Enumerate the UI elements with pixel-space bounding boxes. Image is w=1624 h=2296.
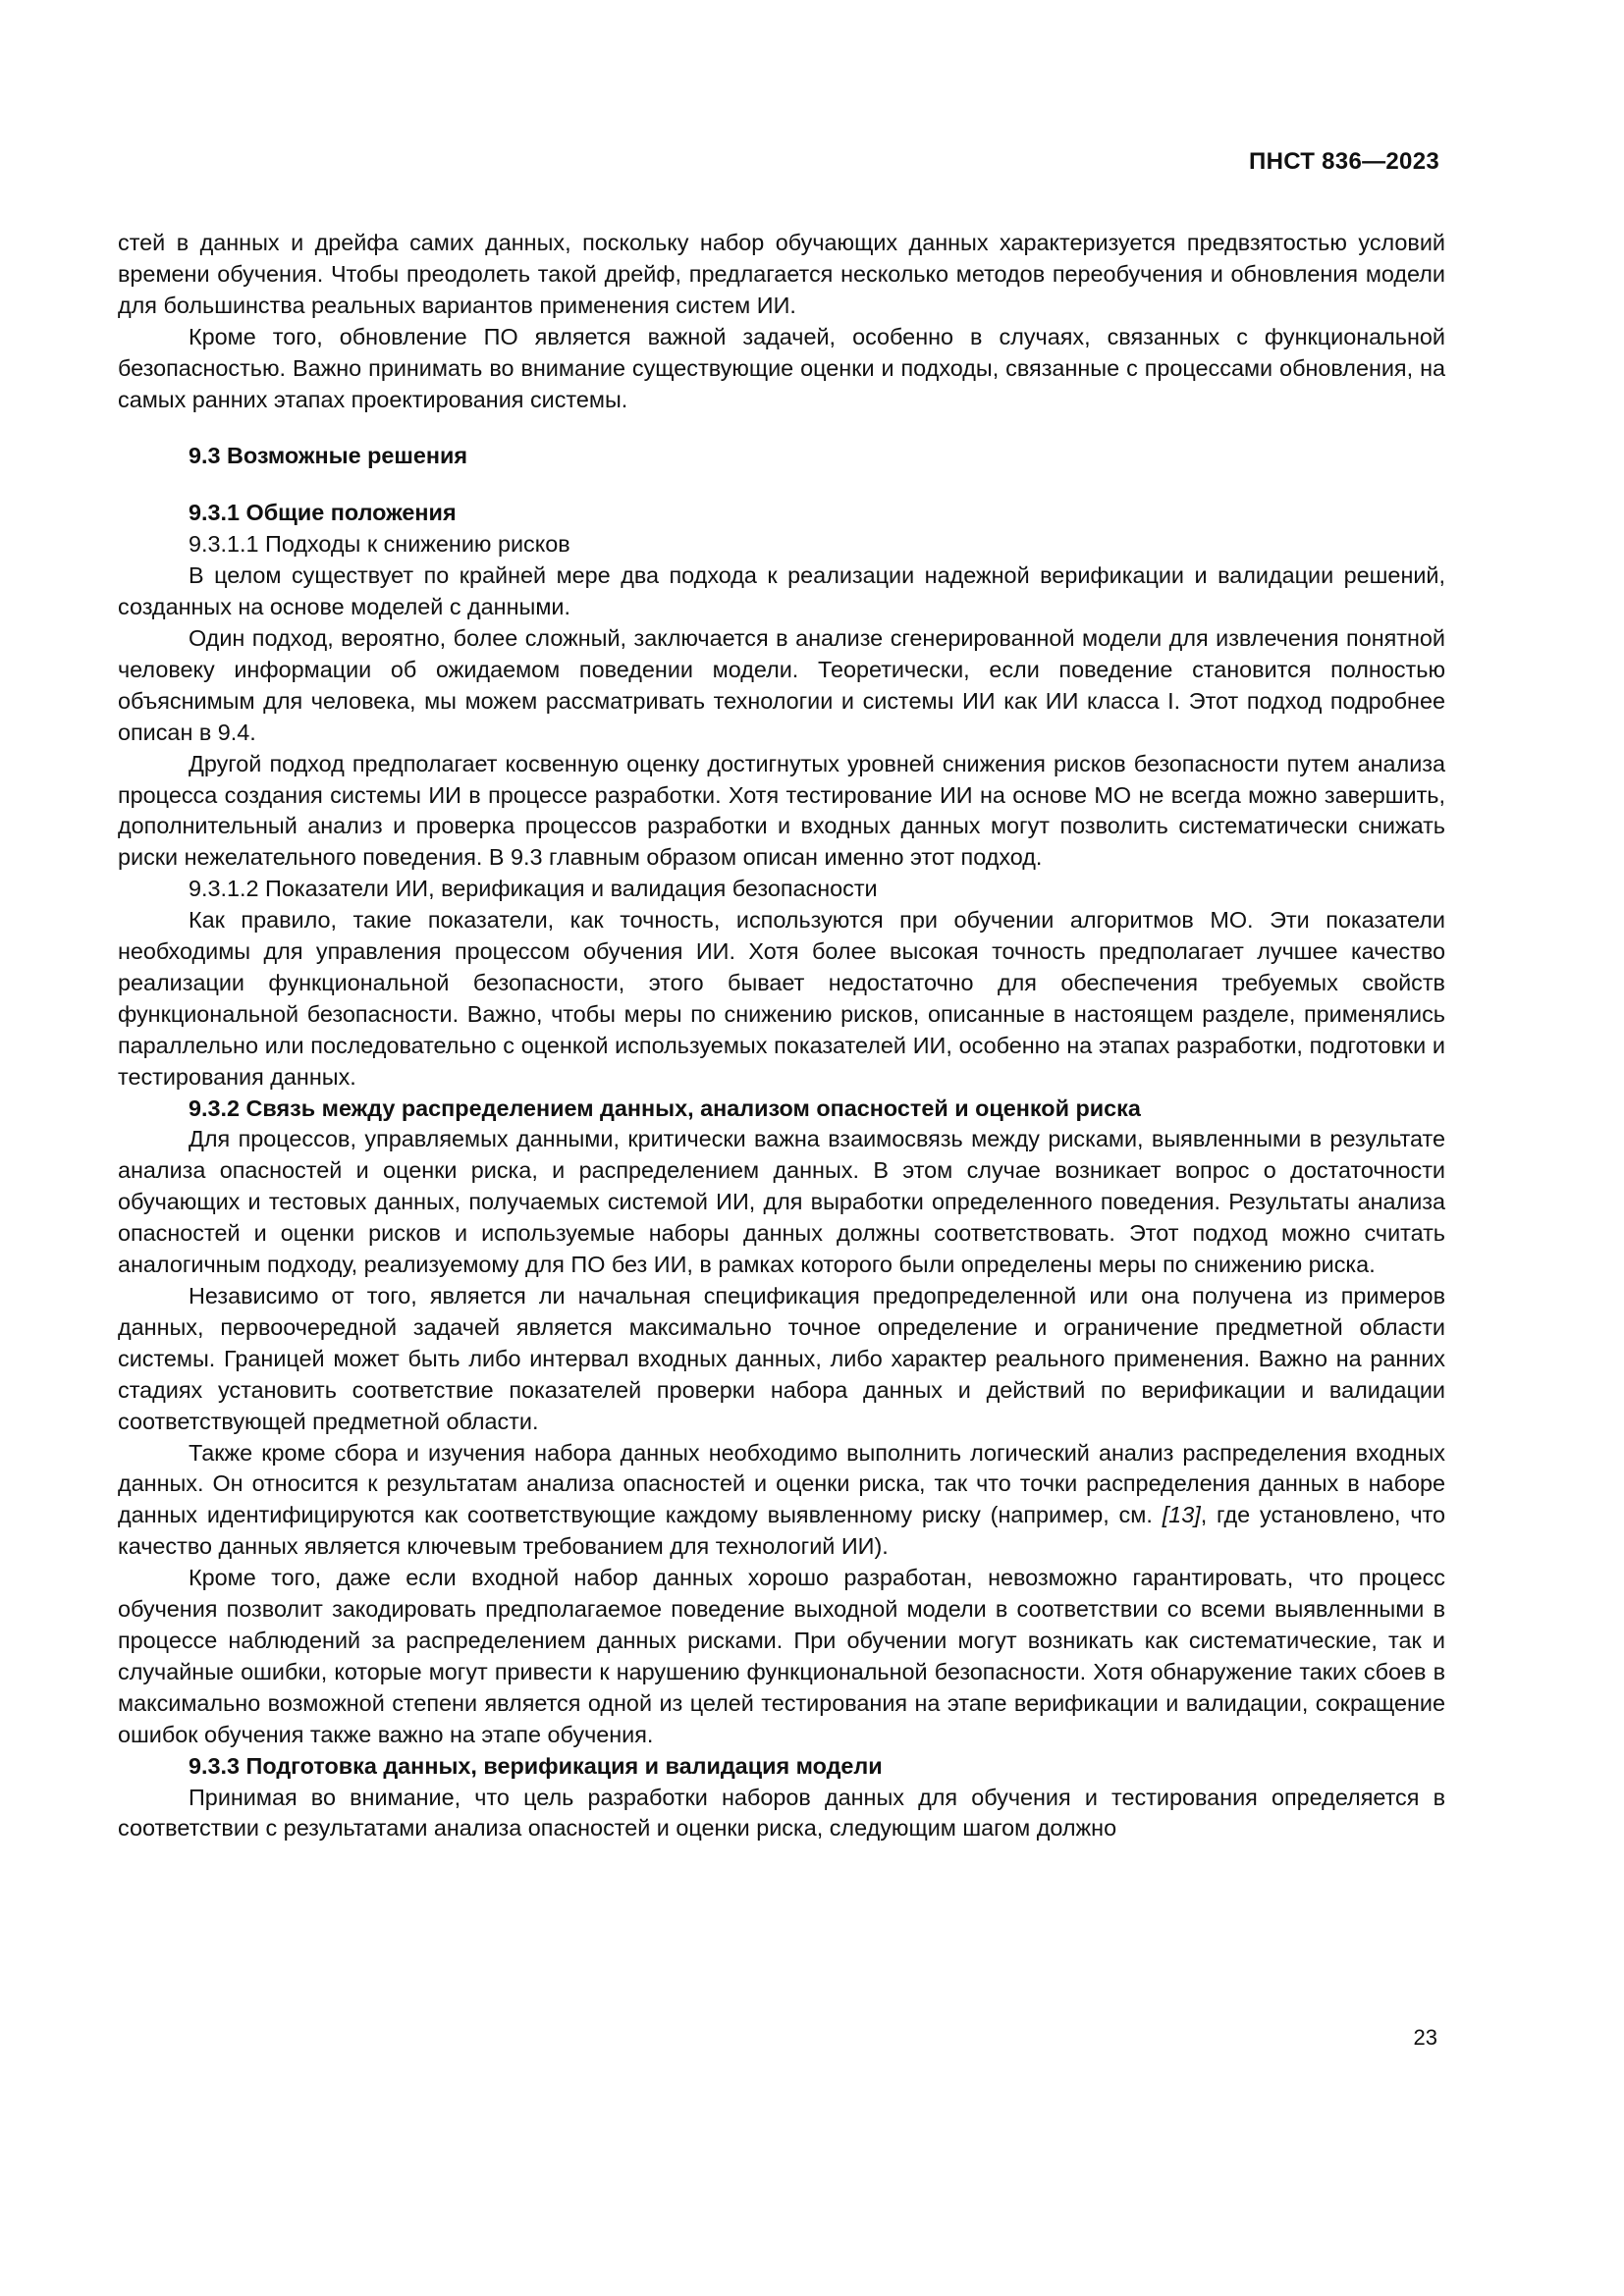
paragraph: В целом существует по крайней мере два подхода к реализации надежной верификации и валидации решений, созданных на основе моделей с данными. bbox=[118, 562, 1445, 620]
paragraph: Для процессов, управляемых данными, критически важна взаимосвязь между рисками, выявленными в результате анализа опасностей и оценки риска, и распределением данных. В этом случае возникает вопрос о достаточности обучающих и тестовых данных, получаемых системой ИИ, для выработки определенного поведения. Результаты анализа опасностей и оценки рисков и используемые наборы данных должны соответствовать. Этот подход можно считать аналогичным подходу, реализуемому для ПО без ИИ, в рамках которого были определены меры по снижению риска. bbox=[118, 1126, 1445, 1278]
paragraph: Кроме того, обновление ПО является важной задачей, особенно в случаях, связанных с функциональной безопасностью. Важно принимать во внимание существующие оценки и подходы, связанные с процессами обновления, на самых ранних этапах проектирования системы. bbox=[118, 323, 1445, 412]
subsection-heading-9-3-1-2: 9.3.1.2 Показатели ИИ, верификация и валидация безопасности bbox=[189, 876, 878, 902]
section-heading-9-3-1: 9.3.1 Общие положения bbox=[189, 500, 457, 526]
paragraph: Принимая во внимание, что цель разработки наборов данных для обучения и тестирования определяется в соответствии с результатами анализа опасностей и оценки риска, следующим шагом должно bbox=[118, 1784, 1445, 1842]
reference-link: [13] bbox=[1162, 1502, 1201, 1528]
paragraph-text: , где установлено, что качество данных является ключевым требованием для технологий ИИ). bbox=[118, 1502, 1446, 1560]
page-body bbox=[118, 228, 1445, 1844]
page-number: 23 bbox=[1413, 2025, 1437, 2050]
paragraph: Другой подход предполагает косвенную оценку достигнутых уровней снижения рисков безопасности путем анализа процесса создания системы ИИ в процессе разработки. Хотя тестирование ИИ на основе МО не всегда можно завершить, дополнительный анализ и проверка процессов разработки и входных данных могут позволить систематически снижать риски нежелательного поведения. В 9.3 главным образом описан именно этот подход. bbox=[118, 750, 1445, 871]
paragraph: Кроме того, даже если входной набор данных хорошо разработан, невозможно гарантировать, что процесс обучения позволит закодировать предполагаемое поведение выходной модели в соответствии со всеми выявленными в процессе наблюдений за распределением данных рисками. При обучении могут возникать как систематические, так и случайные ошибки, которые могут привести к нарушению функциональной безопасности. Хотя обнаружение таких сбоев в максимально возможной степени является одной из целей тестирования на этапе верификации и валидации, сокращение ошибок обучения также важно на этапе обучения. bbox=[118, 1565, 1445, 1747]
document-code: ПНСТ 836—2023 bbox=[1249, 148, 1439, 175]
section-heading-9-3: 9.3 Возможные решения bbox=[189, 443, 468, 469]
paragraph bbox=[118, 1438, 1445, 1564]
paragraph: стей в данных и дрейфа самих данных, поскольку набор обучающих данных характеризуется предвзятостью условий времени обучения. Чтобы преодолеть такой дрейф, предлагается несколько методов переобучения и обновления модели для большинства реальных вариантов применения систем ИИ. bbox=[118, 230, 1445, 318]
paragraph: Независимо от того, является ли начальная спецификация предопределенной или она получена из примеров данных, первоочередной задачей является максимально точное определение и ограничение предметной области системы. Границей может быть либо интервал входных данных, либо характер реального применения. Важно на ранних стадиях установить соответствие показателей проверки набора данных и действий по верификации и валидации соответствующей предметной области. bbox=[118, 1283, 1445, 1434]
paragraph: Один подход, вероятно, более сложный, заключается в анализе сгенерированной модели для извлечения понятной человеку информации об ожидаемом поведении модели. Теоретически, если поведение становится полностью объяснимым для человека, мы можем рассматривать технологии и системы ИИ как ИИ класса I. Этот подход подробнее описан в 9.4. bbox=[118, 624, 1445, 745]
paragraph-text: Также кроме сбора и изучения набора данных необходимо выполнить логический анализ распределения входных данных. Он относится к результатам анализа опасностей и оценки риска, так что точки распределения данных в наборе данных идентифицируются как соответствующие каждому выявленному риску (например, см. bbox=[118, 1439, 1445, 1528]
section-heading-9-3-3: 9.3.3 Подготовка данных, верификация и валидация модели bbox=[189, 1752, 883, 1779]
subsection-heading-9-3-1-1: 9.3.1.1 Подходы к снижению рисков bbox=[189, 531, 570, 558]
paragraph: Как правило, такие показатели, как точность, используются при обучении алгоритмов МО. Эти показатели необходимы для управления процессом обучения ИИ. Хотя более высокая точность предполагает лучшее качество реализации функциональной безопасности, этого бывает недостаточно для обеспечения требуемых свойств функциональной безопасности. Важно, чтобы меры по снижению рисков, описанные в настоящем разделе, применялись параллельно или последовательно с оценкой используемых показателей ИИ, особенно на этапах разработки, подготовки и тестирования данных. bbox=[118, 907, 1445, 1090]
section-heading-9-3-2: 9.3.2 Связь между распределением данных, анализом опасностей и оценкой риска bbox=[189, 1095, 1141, 1121]
